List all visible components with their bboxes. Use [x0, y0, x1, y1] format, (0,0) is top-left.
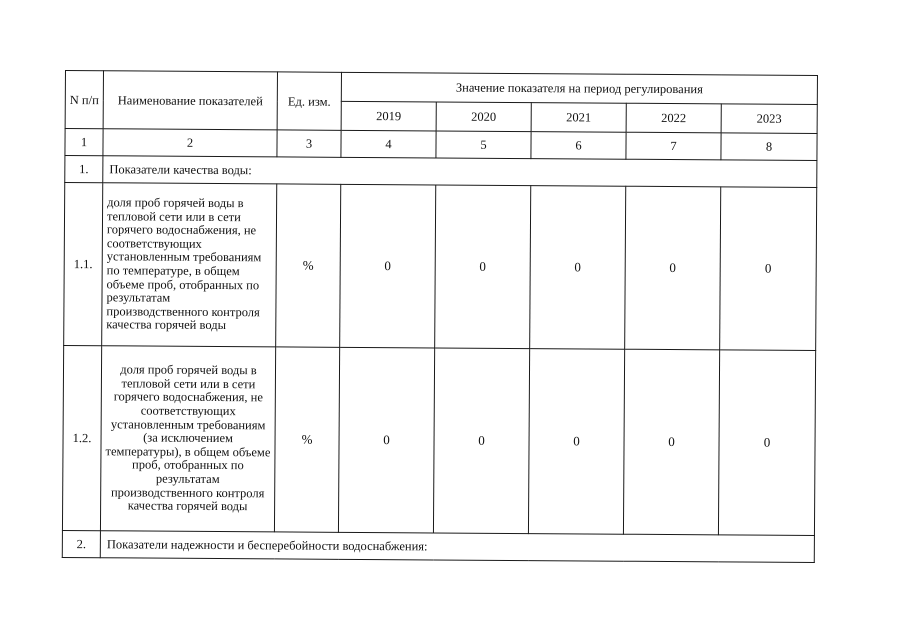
column-number: 5 — [436, 131, 531, 159]
column-number: 6 — [531, 132, 626, 160]
value-cell: 0 — [718, 350, 815, 536]
value-cell: 0 — [435, 185, 531, 349]
row-num: 1.2. — [62, 345, 101, 530]
table-row — [62, 345, 815, 535]
section-num: 2. — [62, 530, 100, 557]
unit-cell: % — [276, 184, 341, 347]
column-number: 3 — [277, 130, 341, 157]
document-page — [62, 70, 817, 563]
value-cell: 0 — [530, 186, 626, 350]
section-num: 1. — [65, 156, 103, 183]
value-cell: 0 — [720, 187, 817, 351]
column-number: 4 — [341, 130, 436, 158]
header-year: 2023 — [721, 104, 817, 134]
value-cell: 0 — [625, 186, 721, 350]
header-year: 2019 — [341, 101, 436, 131]
indicator-name: доля проб горячей воды в тепловой сети или в сети горячего водоснабжения, не соответствующих установленным требованиям по температуре, в общем объеме проб, отобранных по результатам производственного контроля качества горячей воды — [102, 183, 277, 347]
section-title: Показатели качества воды: — [103, 156, 817, 188]
column-number: 2 — [103, 129, 277, 157]
unit-cell: % — [274, 347, 339, 532]
table-row — [64, 183, 817, 351]
header-num: N п/п — [65, 71, 103, 129]
value-cell: 0 — [528, 349, 624, 535]
header-unit: Ед. изм. — [277, 72, 341, 130]
header-row — [65, 71, 817, 105]
column-number: 1 — [65, 129, 103, 156]
indicators-table — [62, 70, 818, 563]
section-title: Показатели надежности и бесперебойности водоснабжения: — [100, 531, 814, 563]
header-name: Наименование показателей — [103, 71, 277, 130]
value-cell: 0 — [340, 184, 436, 348]
header-values: Значение показателя на период регулирования — [341, 72, 817, 104]
column-number: 7 — [626, 132, 721, 160]
indicator-name: доля проб горячей воды в тепловой сети или в сети горячего водоснабжения, не соответствующих установленным требованиям (за исключением температуры), в общем объеме проб, отобранных по результатам производственного контроля качества горячей воды — [100, 346, 275, 532]
row-num: 1.1. — [64, 183, 103, 346]
section-row — [62, 530, 814, 562]
value-cell: 0 — [338, 347, 434, 533]
value-cell: 0 — [433, 348, 529, 534]
header-year: 2021 — [531, 103, 626, 133]
header-year: 2022 — [626, 103, 721, 133]
column-number: 8 — [721, 133, 817, 161]
value-cell: 0 — [623, 349, 719, 535]
header-year: 2020 — [436, 102, 531, 132]
